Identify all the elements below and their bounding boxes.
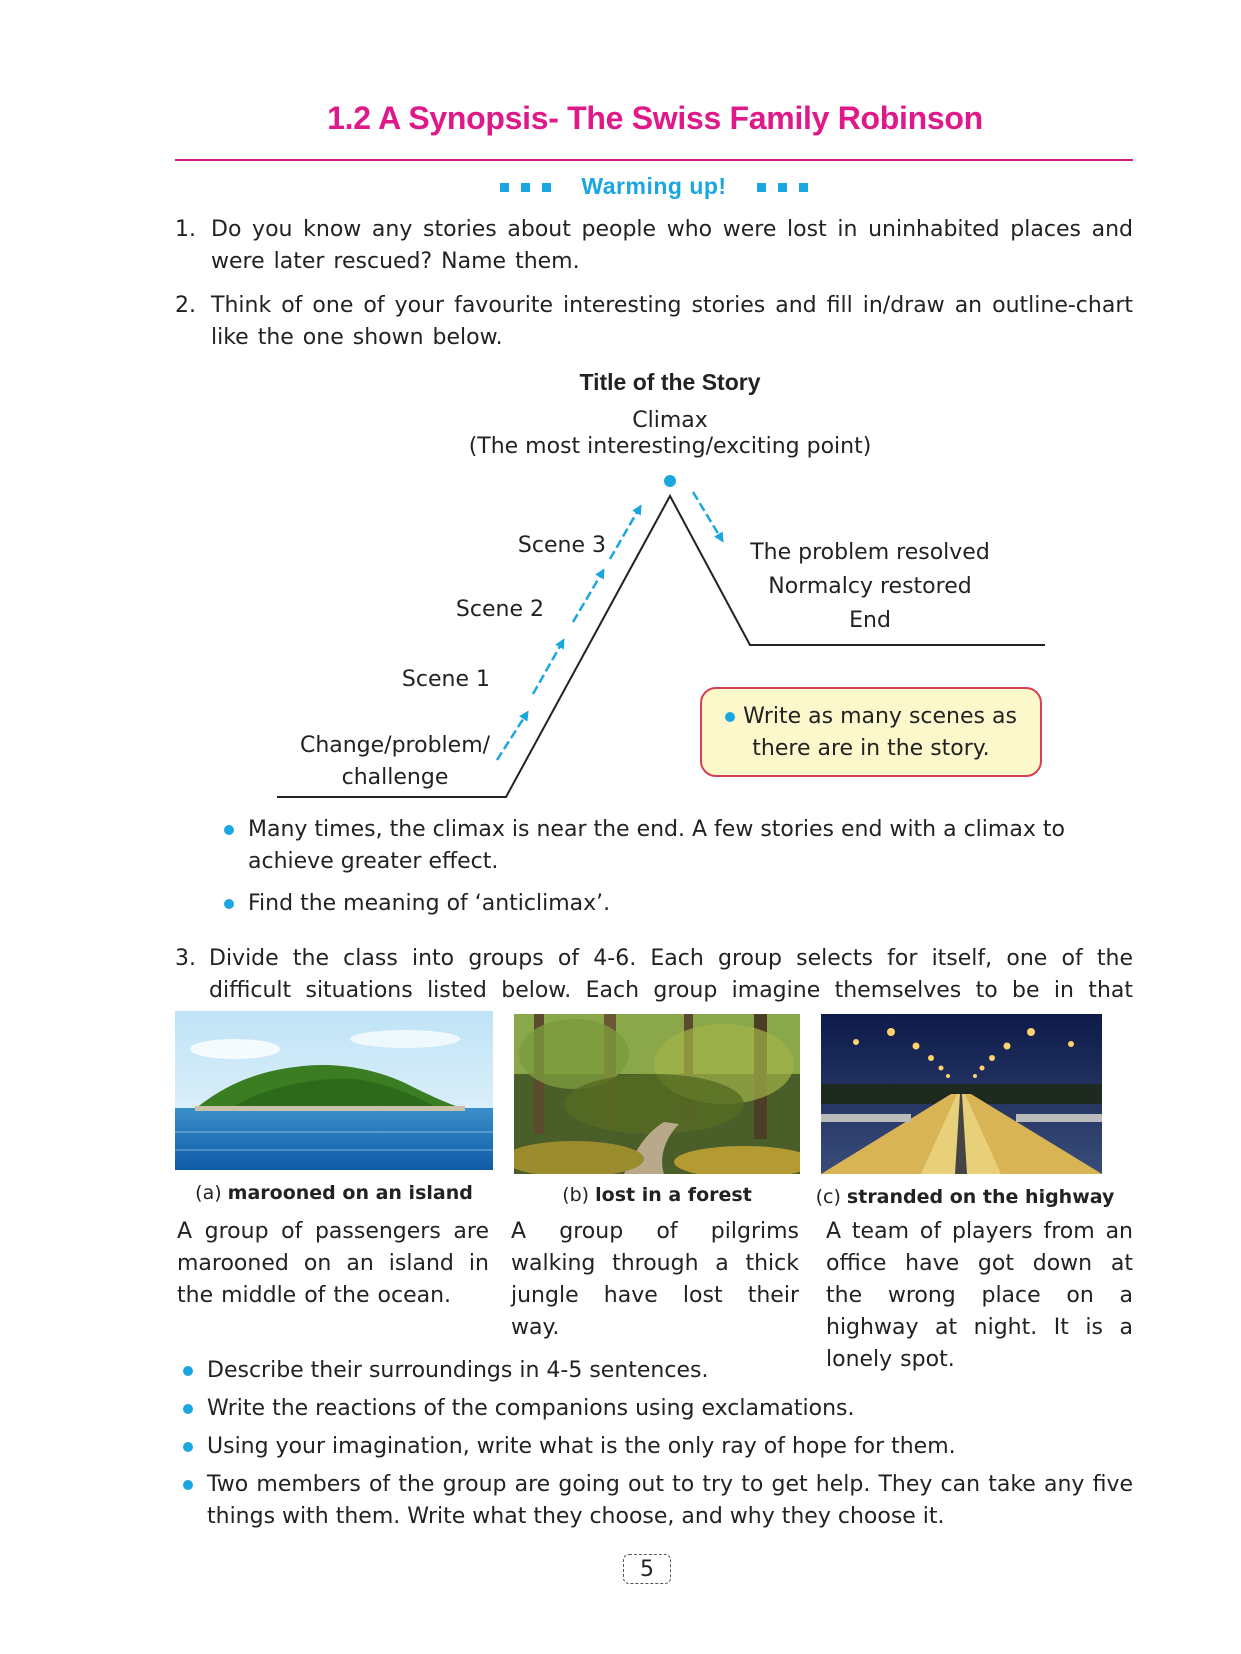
note-line-1: Write as many scenes as: [743, 704, 1017, 729]
page-number: 5: [623, 1554, 671, 1584]
bullet-dot-icon: [224, 825, 234, 835]
scenes-note-box: [700, 687, 1042, 777]
bullet-text: Two members of the group are going out to try to get help. They can take any five things with them. Write what they choose, and why they choose it.: [207, 1472, 1133, 1529]
situation-c-text: A team of players from an office have got down at the wrong place on a highway at night. It is a lonely spot.: [826, 1219, 1133, 1372]
bullet-dot-icon: [183, 1442, 193, 1452]
forest-photo: [514, 1014, 800, 1174]
bullet-text: Using your imagination, write what is the only ray of hope for them.: [207, 1434, 956, 1459]
scene-1-label: Scene 1: [401, 667, 490, 692]
caption-c: [815, 1186, 1115, 1208]
normalcy-label: Normalcy restored: [768, 574, 972, 599]
list-item: [248, 888, 1108, 920]
question-text: Think of one of your favourite interesting stories and fill in/draw an outline-chart like the one shown below.: [211, 293, 1133, 350]
note-line-2: there are in the story.: [752, 736, 990, 761]
list-item: [207, 1469, 1133, 1533]
list-item: [207, 1393, 1133, 1425]
question-number: 3.: [175, 946, 196, 971]
diagram-title: Title of the Story: [579, 369, 761, 395]
scene-3-label: Scene 3: [517, 533, 606, 558]
bullet-dot-icon: [725, 712, 735, 722]
page-title: 1.2 A Synopsis- The Swiss Family Robinson: [327, 100, 983, 136]
bullet-text: Find the meaning of ‘anticlimax’.: [248, 891, 611, 916]
bullet-text: Describe their surroundings in 4-5 sentences.: [207, 1358, 709, 1383]
situation-a-text: A group of passengers are marooned on an island in the middle of the ocean.: [177, 1219, 489, 1308]
scene-2-label: Scene 2: [455, 597, 544, 622]
question-text: Divide the class into groups of 4-6. Each group selects for itself, one of the difficult situations listed below. Each group imagine themselves to be in that: [209, 946, 1133, 1003]
warming-up-label: Warming up!: [581, 173, 727, 199]
situation-b-text: A group of pilgrims walking through a thick jungle have lost their way.: [511, 1219, 799, 1340]
caption-letter: (a): [195, 1182, 222, 1204]
list-item: [207, 1355, 1133, 1387]
caption-letter: (b): [562, 1184, 590, 1206]
change-label-line1: Change/problem/: [299, 733, 491, 758]
highway-photo: [821, 1014, 1102, 1174]
caption-a: [175, 1182, 493, 1204]
climax-description: (The most interesting/exciting point): [468, 434, 872, 459]
caption-text: marooned on an island: [227, 1182, 473, 1204]
question-text: Do you know any stories about people who were lost in uninhabited places and were later rescued? Name them.: [211, 217, 1133, 274]
square-bullet-icon: [799, 183, 808, 192]
caption-letter: (c): [815, 1186, 841, 1208]
bullet-dot-icon: [224, 899, 234, 909]
end-label: End: [849, 608, 891, 633]
title-divider: [175, 159, 1133, 161]
bullet-text: Many times, the climax is near the end. A few stories end with a climax to achieve greater effect.: [248, 817, 1065, 874]
island-photo: [175, 1011, 493, 1170]
square-bullet-icon: [542, 183, 551, 192]
bullet-text: Write the reactions of the companions using exclamations.: [207, 1396, 855, 1421]
question-2: [175, 290, 1133, 354]
square-bullet-icon: [500, 183, 509, 192]
list-item: [248, 814, 1108, 878]
rising-arrow-icon: [610, 507, 640, 559]
bullet-dot-icon: [183, 1480, 193, 1490]
bullet-dot-icon: [183, 1366, 193, 1376]
warming-up-heading: [175, 173, 1133, 200]
caption-b: [514, 1184, 800, 1206]
square-bullet-icon: [757, 183, 766, 192]
rising-arrow-icon: [573, 571, 603, 622]
falling-arrow-icon: [693, 492, 722, 540]
caption-text: stranded on the highway: [846, 1186, 1115, 1208]
question-1: [175, 214, 1133, 278]
climax-label: Climax: [632, 408, 708, 433]
list-item: [207, 1431, 1133, 1463]
rising-arrow-icon: [533, 641, 563, 694]
caption-text: lost in a forest: [595, 1184, 752, 1206]
bullet-dot-icon: [183, 1404, 193, 1414]
question-number: 1.: [175, 217, 196, 242]
climax-dot-icon: [664, 475, 676, 487]
square-bullet-icon: [778, 183, 787, 192]
question-number: 2.: [175, 293, 196, 318]
resolution-label: The problem resolved: [750, 540, 990, 565]
change-label-line2: challenge: [341, 765, 449, 790]
square-bullet-icon: [521, 183, 530, 192]
